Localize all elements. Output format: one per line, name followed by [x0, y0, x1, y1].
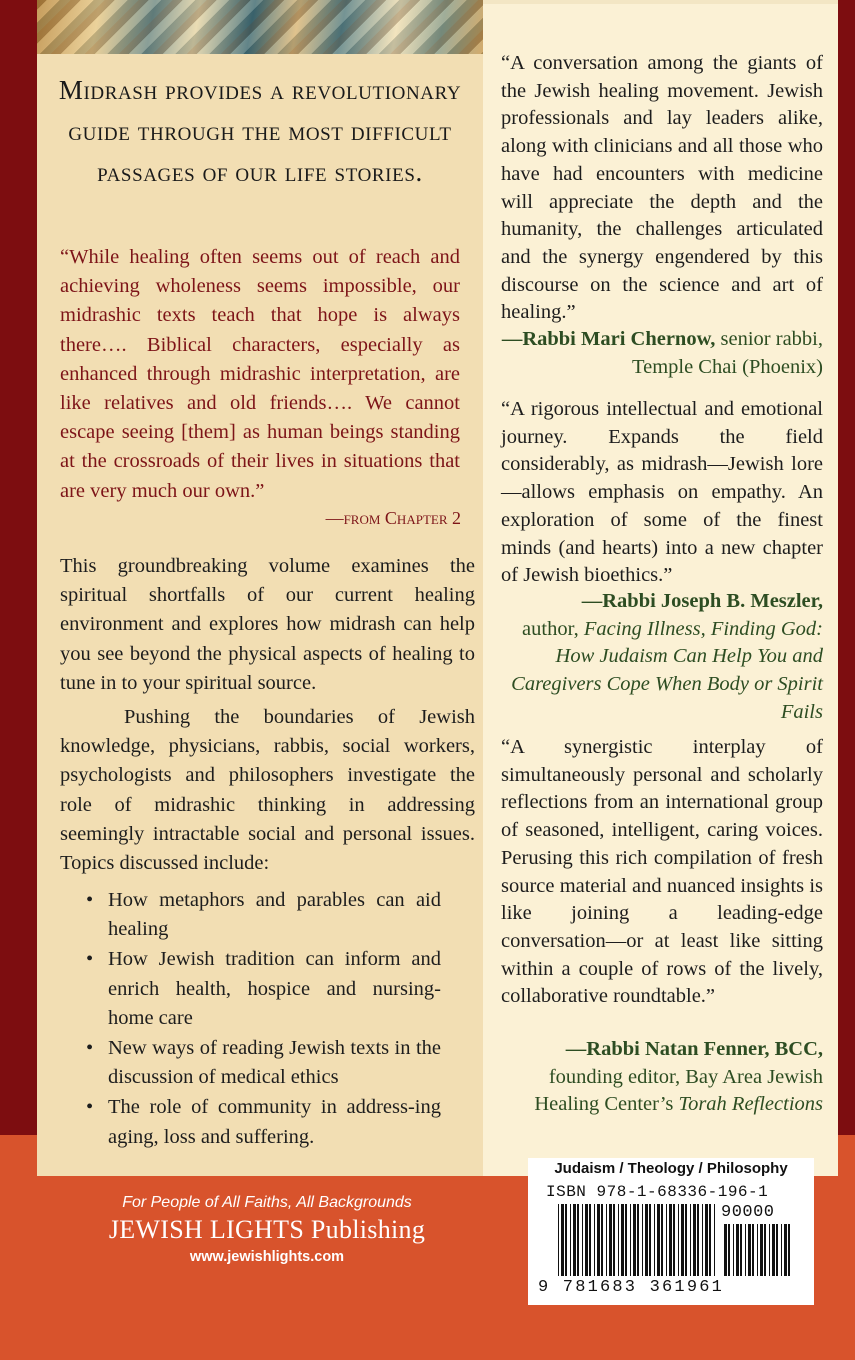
description-paragraph-2: Pushing the boundaries of Jewish knowledge, physicians, rabbis, social workers, psychologists and philosophers investigate the role of midrashic thinking in addressing seemingly intractable social and personal issues. Topics discussed include: [60, 706, 475, 875]
topics-list [84, 886, 441, 1153]
barcode-bar [681, 1204, 684, 1276]
barcode-bar [585, 1204, 588, 1276]
barcode-bar [788, 1224, 790, 1276]
barcode-bar [709, 1204, 711, 1276]
description-paragraph-1: This groundbreaking volume examines the spiritual shortfalls of our current healing environment and explores how midrash can help you see beyond the physical aspects of healing to tune in to your spiritual source. [60, 555, 475, 694]
barcode-box [528, 1158, 814, 1305]
barcode-bar [693, 1204, 696, 1276]
barcode-bar [573, 1204, 576, 1276]
barcode-bar [685, 1204, 687, 1276]
publisher-block [57, 1192, 477, 1268]
barcode-bar [764, 1224, 766, 1276]
barcode-bar [769, 1224, 770, 1276]
barcode-bars-main [558, 1204, 715, 1276]
endorsement-1-name: —Rabbi Mari Chernow, [501, 328, 716, 350]
barcode-bar [618, 1204, 619, 1276]
barcode-bar [649, 1204, 651, 1276]
barcode-bar [561, 1204, 564, 1276]
barcode-bar [606, 1204, 607, 1276]
barcode-bar [654, 1204, 655, 1276]
barcode-bar [633, 1204, 636, 1276]
barcode-bar [748, 1224, 751, 1276]
barcode-bar [772, 1224, 775, 1276]
barcode-bar [781, 1224, 782, 1276]
barcode-bar [776, 1224, 778, 1276]
barcode-bar [577, 1204, 579, 1276]
barcode-bar [690, 1204, 691, 1276]
barcode-bar [673, 1204, 675, 1276]
barcode-bar [733, 1224, 734, 1276]
barcode-bar [666, 1204, 667, 1276]
barcode-bar [724, 1224, 727, 1276]
isbn-text: ISBN 978-1-68336-196-1 [546, 1183, 769, 1201]
endorsement-3-role: founding editor, Bay Area Jewish Healing Center’s [534, 1065, 823, 1116]
topic-item: • The role of community in address-ing aging, loss and suffering. [84, 1093, 441, 1151]
endorsement-3-attribution [501, 1036, 823, 1119]
barcode-bars-price [724, 1224, 790, 1276]
topic-item: • New ways of reading Jewish texts in the discussion of medical ethics [84, 1034, 441, 1092]
endorsement-2-name: —Rabbi Joseph B. Meszler, [581, 590, 823, 612]
barcode-bar [642, 1204, 643, 1276]
barcode-bar [645, 1204, 648, 1276]
barcode-bar [589, 1204, 591, 1276]
barcode-bar [582, 1204, 583, 1276]
barcode-bar [757, 1224, 758, 1276]
barcode-bar [669, 1204, 672, 1276]
barcode-bar [594, 1204, 595, 1276]
cover-art-strip [37, 0, 483, 54]
endorsement-1-text: “A conversation among the giants of the Jewish healing movement. Jewish professionals and lay leaders alike, along with clinicians and all those who have had encounters with medicine will appreciate the depth and the humanity, the challenges articulated and the synergy engendered by this discourse on the science and art of healing.” [501, 52, 823, 324]
publisher-url: www.jewishlights.com [189, 1249, 345, 1265]
barcode-category: Judaism / Theology / Philosophy [554, 1160, 788, 1177]
barcode-bar [702, 1204, 703, 1276]
topic-item: • How metaphors and parables can aid healing [84, 886, 441, 944]
barcode-bar [752, 1224, 754, 1276]
endorsement-2-text: “A rigorous intellectual and emotional journey. Expands the field considerably, as midrash—Jewish lore—allows emphasis on empathy. An exploration of some of the finest minds (and hearts) into a new chapter of Jewish bioethics.” [501, 398, 823, 587]
endorsement-3-work: Torah Reflections [678, 1093, 823, 1116]
barcode-bar [637, 1204, 639, 1276]
barcode-bar [601, 1204, 603, 1276]
endorsement-1-attribution [501, 326, 823, 381]
barcode-bar [736, 1224, 739, 1276]
endorsement-1-role: senior rabbi, Temple Chai (Phoenix) [632, 328, 823, 378]
endorsement-2-work: Facing Illness, Finding God: How Judaism Can Help You and Caregivers Cope When Body or Spirit Fails [511, 617, 823, 723]
publisher-tagline: For People of All Faiths, All Backgrounds [122, 1194, 412, 1211]
featured-quote: “While healing often seems out of reach and achieving wholeness seems impossible, our midrashic texts teach that hope is always there…. Biblical characters, especially as enhanced through midrashic interpretation, are like relatives and old friends…. We cannot escape seeing [them] as human beings standing at the crossroads of their lives in situations that are very much our own.” [60, 246, 460, 502]
barcode-bar [597, 1204, 600, 1276]
barcode-bar [678, 1204, 679, 1276]
barcode-bar [740, 1224, 742, 1276]
barcode-bar [760, 1224, 763, 1276]
endorsement-3-name: —Rabbi Natan Fenner, BCC, [565, 1038, 823, 1060]
barcode-digits: 9 781683 361961 [538, 1278, 725, 1297]
barcode-bar [630, 1204, 631, 1276]
barcode-bar [661, 1204, 663, 1276]
topic-item: • How Jewish tradition can inform and enrich health, hospice and nursing-home care [84, 945, 441, 1033]
barcode-bar [657, 1204, 660, 1276]
barcode-bar [609, 1204, 612, 1276]
barcode-bar [625, 1204, 627, 1276]
barcode-bar [745, 1224, 746, 1276]
barcode-bar [697, 1204, 699, 1276]
headline: Midrash provides a revolutionary guide through the most difficult passages of our life stories. [58, 75, 462, 187]
featured-quote-attribution: —from Chapter 2 [325, 508, 461, 528]
publisher-name: JEWISH LIGHTS Publishing [108, 1215, 426, 1244]
barcode-bar [784, 1224, 787, 1276]
barcode-bar [621, 1204, 624, 1276]
barcode-bar [565, 1204, 567, 1276]
barcode-bar [714, 1204, 715, 1276]
endorsement-2-attribution [501, 588, 823, 727]
endorsement-3-text: “A synergistic interplay of simultaneously personal and scholarly reflections from an international group of seasoned, intelligent, caring voices. Perusing this rich compilation of fresh source material and nuanced insights is like joining a leading-edge conversation—or at least like sitting within a couple of rows of the lively, collaborative roundtable.” [501, 736, 823, 1008]
price-code: 90000 [721, 1203, 775, 1222]
barcode-bar [705, 1204, 708, 1276]
barcode-bar [613, 1204, 615, 1276]
barcode-bar [558, 1204, 559, 1276]
barcode-bar [570, 1204, 571, 1276]
endorsement-2-role: author, [522, 617, 579, 640]
barcode-bar [728, 1224, 730, 1276]
